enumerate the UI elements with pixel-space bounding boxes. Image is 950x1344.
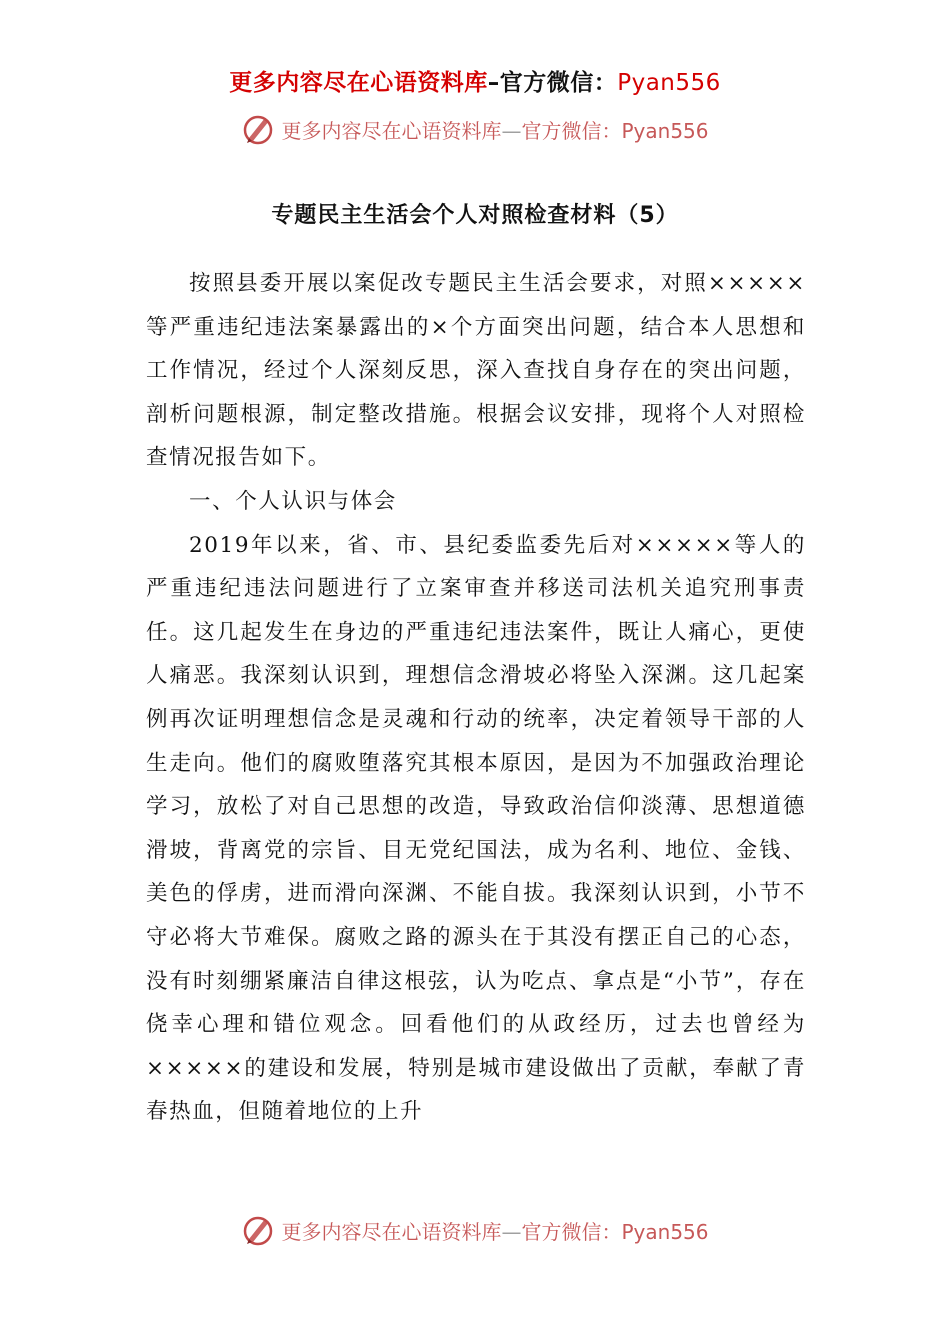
pen-seal-icon — [241, 1213, 275, 1247]
paragraph-intro: 按照县委开展以案促改专题民主生活会要求，对照×××××等严重违纪违法案暴露出的×个方面突出问题，结合本人思想和工作情况，经过个人深刻反思，深入查找自身存在的突出问题，剖析问题根源，制定整改措施。根据会议安排，现将个人对照检查情况报告如下。 — [146, 271, 806, 471]
watermark-text-group — [281, 1216, 708, 1245]
watermark-id: Pyan556 — [621, 1219, 709, 1244]
watermark-id: Pyan556 — [621, 118, 709, 143]
watermark-text: 更多内容尽在心语资料库 — [281, 1219, 502, 1244]
watermark-text-group — [281, 115, 708, 144]
document-body — [146, 262, 806, 1134]
promo-text: 更多内容尽在心语资料库 — [229, 70, 488, 96]
paragraph-body: 2019年以来，省、市、县纪委监委先后对×××××等人的严重违纪违法问题进行了立案审查并移送司法机关追究刑事责任。这几起发生在身边的严重违纪违法案件，既让人痛心，更使人痛恶。我深刻认识到，理想信念滑坡必将坠入深渊。这几起案例再次证明理想信念是灵魂和行动的统率，决定着领导干部的人生走向。他们的腐败堕落究其根本原因，是因为不加强政治理论学习，放松了对自己思想的改造，导致政治信仰淡薄、思想道德滑坡，背离党的宗旨、目无党纪国法，成为名利、地位、金钱、美色的俘虏，进而滑向深渊、不能自拔。我深刻认识到，小节不守必将大节难保。腐败之路的源头在于其没有摆正自己的心态，没有时刻绷紧廉洁自律这根弦，认为吃点、拿点是“小节”，存在侥幸心理和错位观念。回看他们的从政经历，过去也曾经为×××××的建设和发展，特别是城市建设做出了贡献，奉献了青春热血，但随着地位的上升 — [146, 532, 806, 1125]
watermark-dash: — — [501, 1219, 522, 1244]
watermark-text: 更多内容尽在心语资料库 — [281, 118, 502, 143]
document-title: 专题民主生活会个人对照检查材料（5） — [271, 203, 679, 228]
watermark-label: 官方微信： — [521, 118, 622, 143]
pen-seal-icon — [241, 112, 275, 146]
watermark-top — [0, 112, 950, 146]
watermark-dash: — — [501, 118, 522, 143]
watermark-label: 官方微信： — [521, 1219, 622, 1244]
watermark-bottom — [0, 1213, 950, 1247]
promo-label: –官方微信： — [487, 70, 618, 96]
promo-header — [0, 64, 950, 97]
section-heading: 一、个人认识与体会 — [189, 488, 397, 514]
promo-wechat-id: Pyan556 — [617, 70, 721, 96]
